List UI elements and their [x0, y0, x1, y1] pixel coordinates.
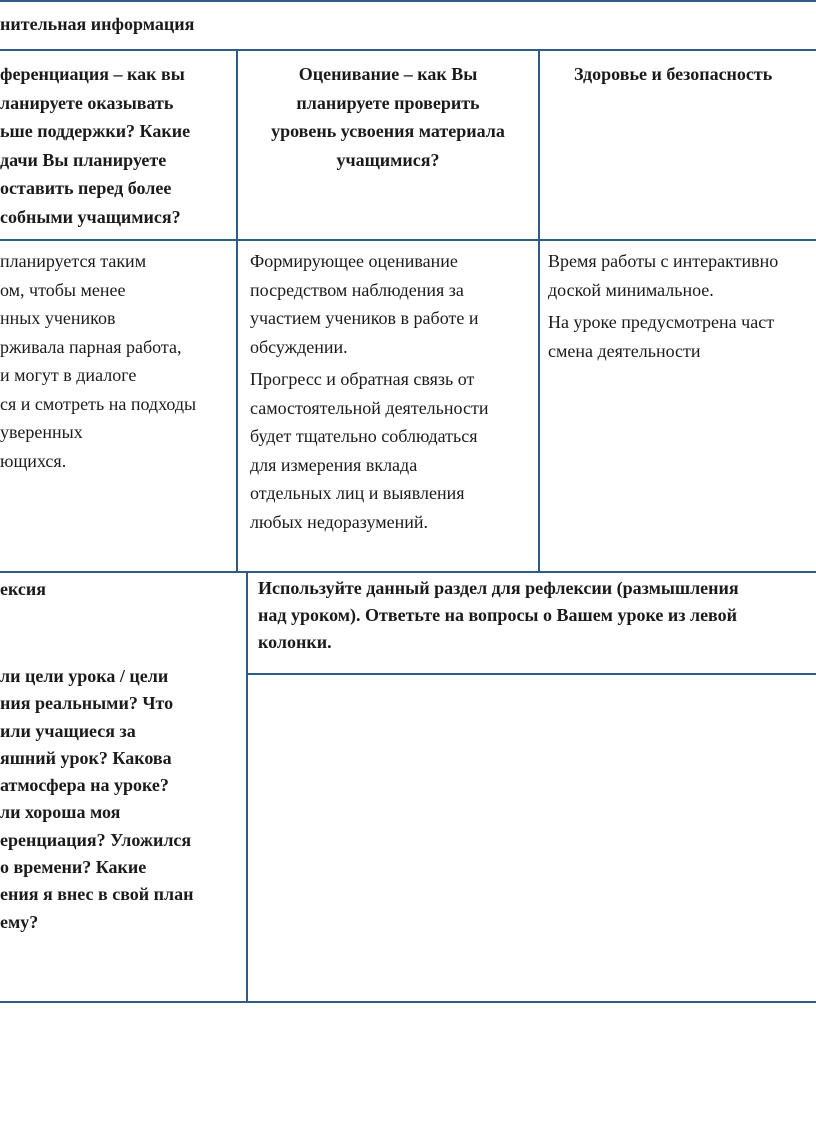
text-line: для измерения вклада [250, 454, 418, 475]
top-border [0, 0, 816, 2]
reflection-answer-area[interactable] [249, 676, 816, 1000]
text-line: отдельных лиц и выявления [250, 483, 465, 503]
instruction-line: колонки. [258, 632, 332, 652]
assessment-paragraph-1 [250, 247, 488, 361]
question-line: о времени? Какие [0, 857, 147, 878]
text-line: смена деятельности [548, 340, 701, 361]
question-line: ли хороша моя [0, 802, 121, 823]
differentiation-header [0, 60, 190, 231]
question-line: яшний урок? Какова [0, 747, 172, 768]
assessment-header [238, 60, 538, 174]
header-line: Здоровье и безопасность [574, 64, 773, 84]
header-line: ьше поддержки? Какие [0, 121, 191, 141]
text-line: любых недоразумений. [250, 511, 428, 532]
reflection-title: ексия [0, 579, 47, 599]
health-paragraph-2 [548, 308, 778, 365]
text-line: будет тщательно соблюдаться [250, 426, 478, 446]
instruction-line: над уроком). Ответьте на вопросы о Вашем уроке из левой [258, 605, 738, 625]
question-line: атмосфера на уроке? [0, 775, 169, 796]
header-row-divider [0, 239, 816, 241]
header-line: учащимися? [336, 149, 440, 170]
text-line: ющихся. [0, 450, 67, 471]
assessment-paragraph-2 [250, 365, 488, 536]
text-line: планируется таким [0, 251, 147, 271]
section-title: нительная информация [0, 14, 195, 34]
text-line: и могут в диалоге [0, 365, 137, 385]
instruction-line: Используйте данный раздел для рефлексии (размышления [258, 578, 739, 598]
content-row-divider [0, 571, 816, 573]
header-line: собными учащимися? [0, 206, 181, 227]
text-line: Формирующее оценивание [250, 251, 458, 271]
header-line: планируете проверить [296, 92, 480, 113]
reflection-right-divider [247, 673, 816, 675]
health-safety-text [548, 247, 778, 369]
question-line: ему? [0, 911, 39, 932]
header-line: Оценивание – как Вы [298, 64, 478, 84]
text-line: ом, чтобы менее [0, 279, 126, 300]
health-paragraph-1 [548, 247, 778, 304]
text-line: Время работы с интерактивно [548, 251, 779, 271]
text-line: самостоятельной деятельности [250, 397, 489, 418]
title-row-divider [0, 49, 816, 51]
header-line: дачи Вы планируете [0, 149, 167, 170]
column-divider-2 [538, 49, 540, 572]
text-line: На уроке предусмотрена част [548, 312, 775, 332]
reflection-column-divider [246, 571, 248, 1002]
differentiation-text [0, 247, 196, 475]
header-line: оставить перед более [0, 178, 172, 198]
text-line: ся и смотреть на подходы [0, 393, 197, 414]
question-line: ли цели урока / цели [0, 666, 169, 686]
reflection-questions [0, 663, 194, 936]
text-line: доской минимальное. [548, 279, 714, 300]
text-line: обсуждении. [250, 336, 348, 357]
reflection-instruction [258, 575, 739, 656]
header-line: ланируете оказывать [0, 92, 174, 113]
header-line: ференциация – как вы [0, 64, 185, 84]
text-line: рживала парная работа, [0, 336, 182, 357]
text-line: Прогресс и обратная связь от [250, 369, 475, 389]
question-line: еренциация? Уложился [0, 829, 192, 850]
text-line: уверенных [0, 422, 83, 442]
text-line: участием учеников в работе и [250, 308, 479, 328]
question-line: или учащиеся за [0, 720, 136, 741]
bottom-border [0, 1001, 816, 1003]
question-line: ния реальными? Что [0, 693, 174, 714]
text-line: нных учеников [0, 308, 116, 328]
header-line: уровень усвоения материала [271, 121, 505, 141]
question-line: ения я внес в свой план [0, 884, 194, 905]
health-safety-header [574, 60, 772, 89]
text-line: посредством наблюдения за [250, 279, 464, 300]
assessment-text [250, 247, 488, 540]
